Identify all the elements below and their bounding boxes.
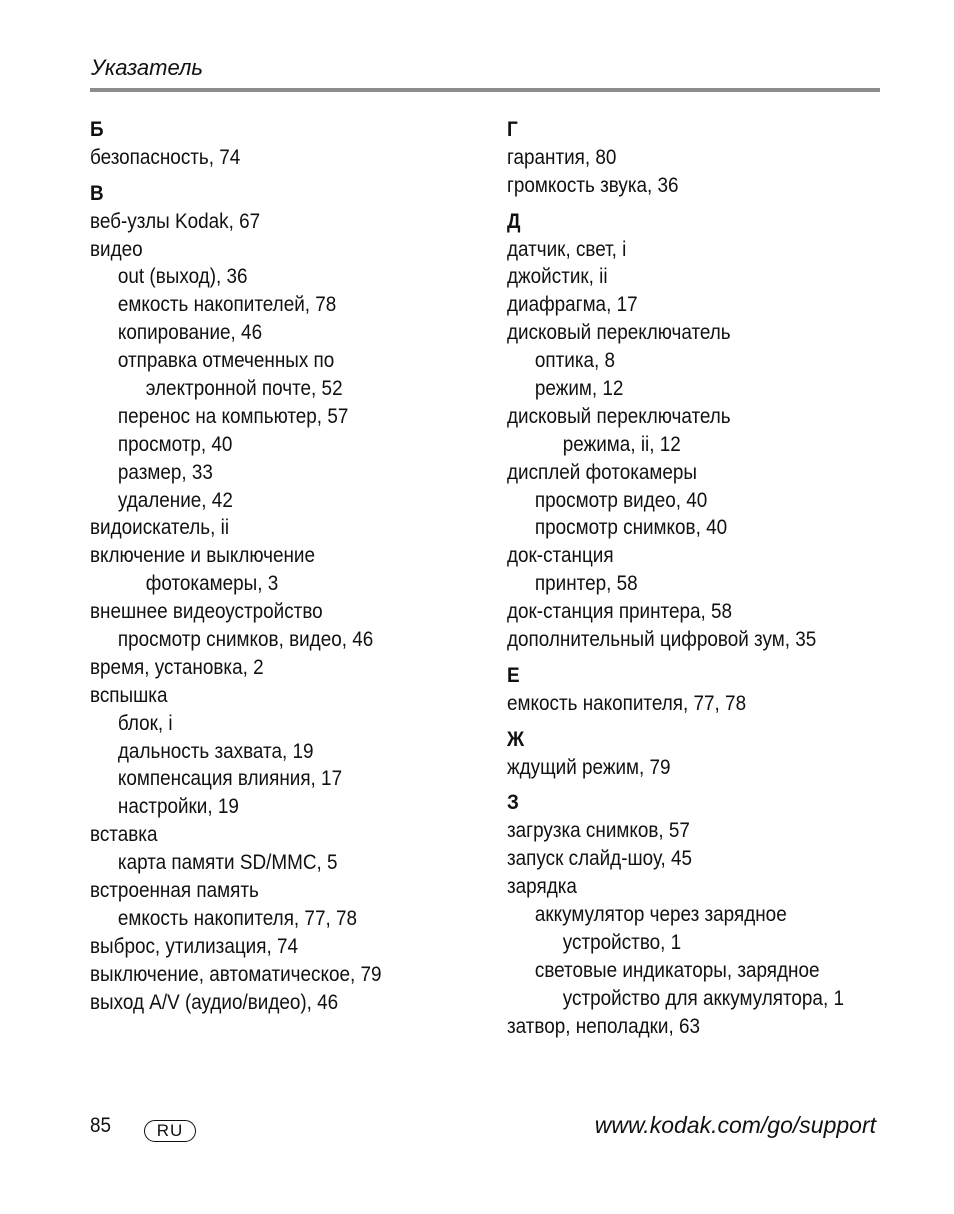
index-subentry: емкость накопителя, 77, 78 (117, 906, 357, 930)
index-subentry: дальность захвата, 19 (117, 739, 314, 763)
index-entry: выброс, утилизация, 74 (90, 934, 298, 958)
index-entry: безопасность, 74 (90, 145, 241, 169)
index-entry: время, установка, 2 (90, 655, 264, 679)
page-number: 85 (90, 1114, 112, 1137)
index-subentry: просмотр снимков, 40 (534, 516, 728, 540)
index-subentry: просмотр, 40 (117, 432, 233, 456)
index-subentry: оптика, 8 (534, 349, 616, 373)
index-letter-heading: З (507, 791, 519, 815)
index-entry: док-станция (507, 544, 614, 568)
index-letter-heading: В (90, 181, 104, 205)
index-subentry: компенсация влияния, 17 (117, 767, 343, 791)
index-subentry: аккумулятор через зарядное (534, 903, 787, 927)
index-subentry: размер, 33 (117, 460, 213, 484)
index-entry: джойстик, ii (507, 265, 608, 289)
index-subentry: режима, ii, 12 (562, 432, 681, 456)
index-entry: дисплей фотокамеры (507, 460, 698, 484)
index-entry: видоискатель, ii (90, 516, 230, 540)
index-subentry: электронной почте, 52 (145, 377, 343, 401)
language-badge: RU (144, 1120, 196, 1142)
index-entry: включение и выключение (90, 544, 315, 568)
index-entry: диафрагма, 17 (507, 293, 638, 317)
index-subentry: просмотр снимков, видео, 46 (117, 628, 374, 652)
index-entry: видео (90, 237, 143, 261)
index-entry: громкость звука, 36 (507, 173, 679, 197)
index-letter-heading: Ж (507, 727, 525, 751)
index-subentry: настройки, 19 (117, 795, 239, 819)
index-entry: датчик, свет, i (507, 237, 627, 261)
index-entry: вспышка (90, 683, 168, 707)
index-entry: выход A/V (аудио/видео), 46 (90, 990, 339, 1014)
index-entry: загрузка снимков, 57 (507, 819, 690, 843)
index-subentry: удаление, 42 (117, 488, 233, 512)
index-entry: дисковый переключатель (507, 404, 731, 428)
index-letter-heading: Б (90, 118, 104, 141)
page-header-title: Указатель (91, 55, 203, 80)
index-entry: док-станция принтера, 58 (507, 600, 733, 624)
index-entry: емкость накопителя, 77, 78 (507, 691, 747, 715)
index-subentry: принтер, 58 (534, 572, 638, 596)
index-entry: ждущий режим, 79 (507, 755, 671, 779)
index-entry: встроенная память (90, 879, 259, 903)
index-subentry: перенос на компьютер, 57 (117, 404, 349, 428)
index-subentry: устройство для аккумулятора, 1 (562, 986, 844, 1010)
index-subentry: фотокамеры, 3 (145, 572, 279, 596)
index-column-right (507, 116, 897, 1041)
index-subentry: отправка отмеченных по (117, 349, 335, 373)
index-subentry: блок, i (117, 711, 173, 735)
index-subentry: емкость накопителей, 78 (117, 293, 337, 317)
index-entry: затвор, неполадки, 63 (507, 1014, 700, 1038)
index-entry: гарантия, 80 (507, 145, 617, 169)
index-letter-heading: Е (507, 663, 520, 687)
index-entry: запуск слайд-шоу, 45 (507, 847, 693, 871)
index-subentry: out (выход), 36 (117, 265, 248, 289)
index-subentry: устройство, 1 (562, 930, 682, 954)
index-subentry: карта памяти SD/MMC, 5 (117, 851, 338, 875)
index-column-left (90, 116, 480, 1017)
index-entry: зарядка (507, 875, 577, 899)
index-entry: веб-узлы Kodak, 67 (90, 209, 261, 233)
header-divider (90, 88, 880, 92)
index-letter-heading: Г (507, 118, 518, 141)
index-entry: выключение, автоматическое, 79 (90, 962, 382, 986)
index-entry: вставка (90, 823, 158, 847)
index-entry: внешнее видеоустройство (90, 600, 323, 624)
index-subentry: режим, 12 (534, 377, 624, 401)
index-subentry: просмотр видео, 40 (534, 488, 708, 512)
index-entry: дополнительный цифровой зум, 35 (507, 628, 817, 652)
index-letter-heading: Д (507, 209, 521, 233)
index-subentry: световые индикаторы, зарядное (534, 958, 820, 982)
support-url: www.kodak.com/go/support (594, 1112, 876, 1138)
index-entry: дисковый переключатель (507, 321, 731, 345)
index-subentry: копирование, 46 (117, 321, 263, 345)
